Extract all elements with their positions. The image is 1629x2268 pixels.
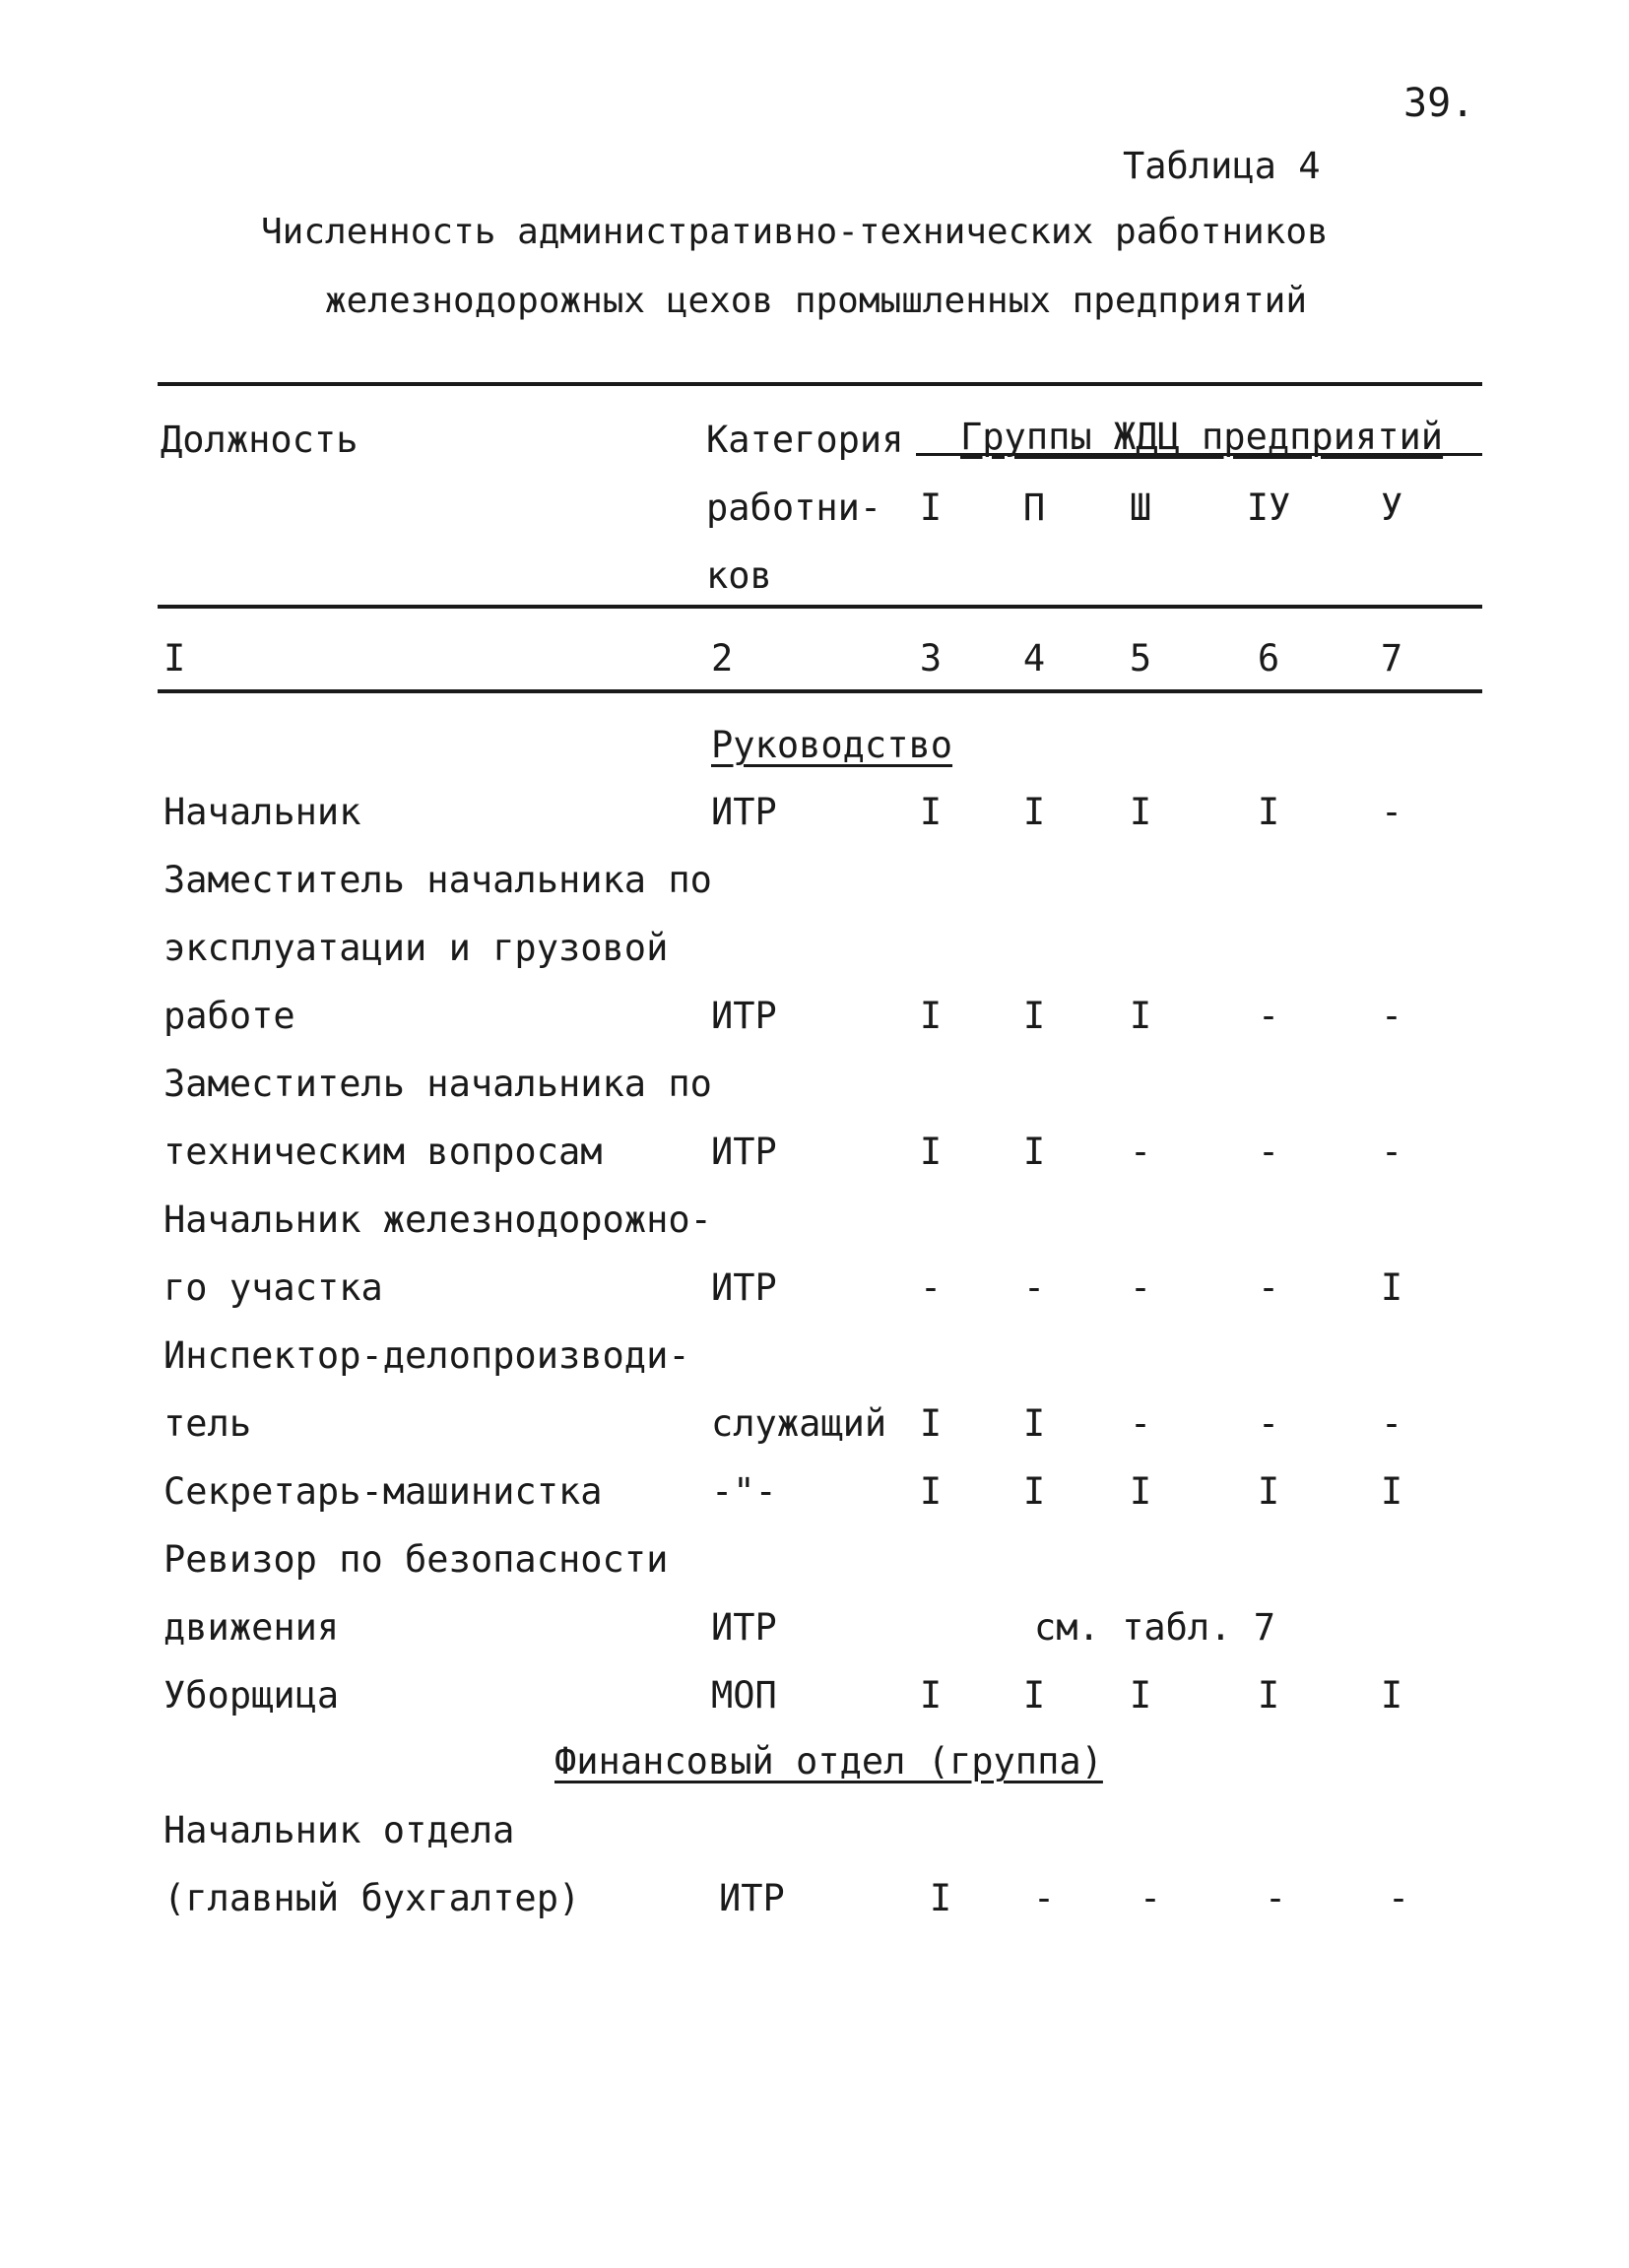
row-value: I bbox=[1129, 995, 1152, 1037]
row-value: I bbox=[1022, 1674, 1046, 1717]
header-groups: Группы ЖДЦ предприятий bbox=[960, 416, 1444, 458]
col-number-3: 3 bbox=[919, 637, 943, 680]
row-value: - bbox=[1257, 995, 1280, 1037]
row-position: Начальник отдела bbox=[163, 1809, 515, 1851]
header-position: Должность bbox=[161, 419, 358, 461]
row-position: Начальник железнодорожно- bbox=[163, 1199, 712, 1241]
row-value: - bbox=[1139, 1877, 1162, 1919]
row-position: Уборщица bbox=[163, 1674, 340, 1717]
group-col-1: I bbox=[919, 486, 943, 529]
row-category: -"- bbox=[711, 1470, 777, 1513]
row-position: эксплуатации и грузовой bbox=[163, 927, 669, 969]
title-line-1: Численность административно-технических работников bbox=[261, 212, 1329, 252]
group-col-4: IУ bbox=[1246, 486, 1291, 529]
row-position: го участка bbox=[163, 1266, 383, 1309]
section-heading-finance: Финансовый отдел (группа) bbox=[554, 1740, 1103, 1782]
row-value: - bbox=[1380, 791, 1403, 833]
row-position: Заместитель начальника по bbox=[163, 859, 712, 901]
row-value: - bbox=[1032, 1877, 1056, 1919]
page-number: 39. bbox=[1403, 81, 1475, 126]
row-value: I bbox=[1022, 1131, 1046, 1173]
row-value: - bbox=[1257, 1131, 1280, 1173]
header-category-3: ков bbox=[706, 554, 772, 597]
row-value: - bbox=[919, 1266, 943, 1309]
row-category: МОП bbox=[711, 1674, 777, 1717]
row-value: I bbox=[1380, 1470, 1403, 1513]
row-value: I bbox=[1129, 1470, 1152, 1513]
row-category: ИТР bbox=[711, 1606, 777, 1649]
col-number-7: 7 bbox=[1380, 637, 1403, 680]
row-position: тель bbox=[163, 1402, 252, 1445]
row-value: - bbox=[1264, 1877, 1287, 1919]
row-category: ИТР bbox=[711, 791, 777, 833]
row-position: техническим вопросам bbox=[163, 1131, 603, 1173]
row-position: Заместитель начальника по bbox=[163, 1063, 712, 1105]
row-value: I bbox=[919, 995, 943, 1037]
row-value: - bbox=[1129, 1131, 1152, 1173]
row-category: ИТР bbox=[711, 1266, 777, 1309]
row-value: - bbox=[1380, 1402, 1403, 1445]
col-number-2: 2 bbox=[711, 637, 734, 680]
row-value: - bbox=[1257, 1266, 1280, 1309]
row-position: Секретарь-машинистка bbox=[163, 1470, 603, 1513]
col-number-6: 6 bbox=[1257, 637, 1280, 680]
row-value: I bbox=[1022, 1470, 1046, 1513]
groups-underline-rule bbox=[916, 453, 1482, 456]
row-value: I bbox=[919, 1470, 943, 1513]
row-value: I bbox=[919, 1402, 943, 1445]
table-label: Таблица 4 bbox=[1123, 145, 1321, 187]
group-col-2: П bbox=[1022, 486, 1046, 529]
row-value: I bbox=[1022, 791, 1046, 833]
row-value: I bbox=[929, 1877, 952, 1919]
numbers-bottom-rule bbox=[158, 689, 1482, 693]
row-category: ИТР bbox=[711, 1131, 777, 1173]
row-value: I bbox=[1257, 791, 1280, 833]
row-note: см. табл. 7 bbox=[1034, 1606, 1276, 1649]
row-position: Инспектор-делопроизводи- bbox=[163, 1334, 690, 1377]
row-position: Ревизор по безопасности bbox=[163, 1538, 669, 1581]
row-value: - bbox=[1129, 1402, 1152, 1445]
row-value: - bbox=[1129, 1266, 1152, 1309]
row-category: ИТР bbox=[711, 995, 777, 1037]
title-line-2: железнодорожных цехов промышленных предприятий bbox=[325, 281, 1307, 321]
row-value: I bbox=[919, 1674, 943, 1717]
header-category-1: Категория bbox=[706, 419, 904, 461]
row-value: I bbox=[1257, 1674, 1280, 1717]
row-value: I bbox=[1380, 1674, 1403, 1717]
row-value: - bbox=[1387, 1877, 1410, 1919]
row-position: работе bbox=[163, 995, 295, 1037]
col-number-1: I bbox=[163, 637, 186, 680]
row-value: I bbox=[1380, 1266, 1403, 1309]
header-category-2: работни- bbox=[706, 486, 882, 529]
row-value: - bbox=[1022, 1266, 1046, 1309]
row-value: - bbox=[1380, 995, 1403, 1037]
row-category: ИТР bbox=[719, 1877, 785, 1919]
group-col-3: Ш bbox=[1129, 486, 1152, 529]
top-rule bbox=[158, 382, 1482, 386]
row-value: I bbox=[1129, 1674, 1152, 1717]
row-category: служащий bbox=[711, 1402, 887, 1445]
row-position: (главный бухгалтер) bbox=[163, 1877, 581, 1919]
row-value: I bbox=[1022, 1402, 1046, 1445]
row-value: - bbox=[1257, 1402, 1280, 1445]
header-bottom-rule bbox=[158, 605, 1482, 609]
col-number-4: 4 bbox=[1022, 637, 1046, 680]
row-value: I bbox=[919, 1131, 943, 1173]
section-heading-management: Руководство bbox=[711, 724, 953, 766]
row-value: I bbox=[1257, 1470, 1280, 1513]
row-value: I bbox=[1022, 995, 1046, 1037]
row-value: I bbox=[1129, 791, 1152, 833]
col-number-5: 5 bbox=[1129, 637, 1152, 680]
row-value: I bbox=[919, 791, 943, 833]
row-position: движения bbox=[163, 1606, 340, 1649]
row-position: Начальник bbox=[163, 791, 361, 833]
group-col-5: У bbox=[1380, 486, 1403, 529]
row-value: - bbox=[1380, 1131, 1403, 1173]
